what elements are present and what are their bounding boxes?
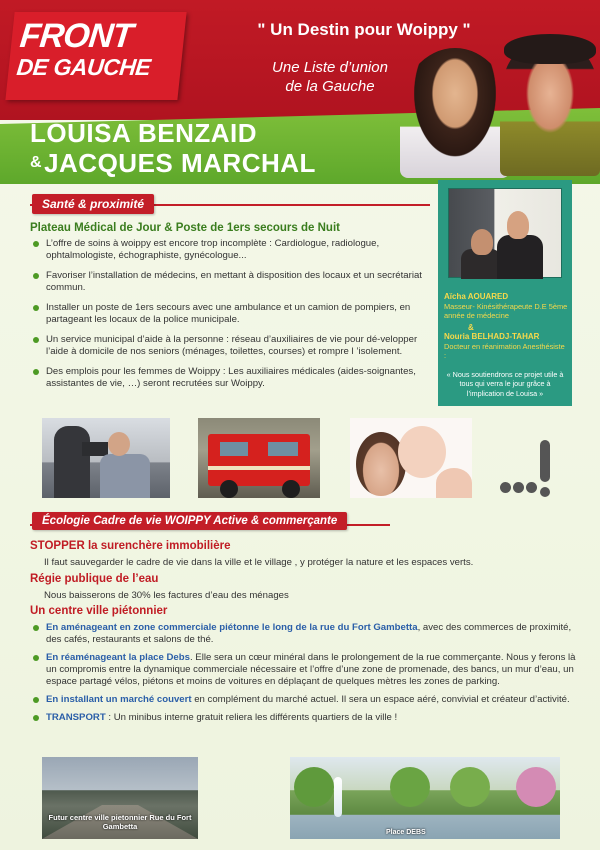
photo-mother-baby — [350, 418, 472, 498]
list-item-text: . Elle sera un cœur minéral dans le prolongement de la rue commerçante. Nous y ferons là un compromis entre la dynamique commerciale nécessaire et l’offre d’une zone de promenade, des bancs, un mur d’eau, un espace partagé vélos, piétons et moins de voitures en déplaçant de quelques mètres les zones de parking. — [46, 652, 576, 687]
sante-bullets — [32, 238, 422, 398]
subtitle-line1: Une Liste d’union — [272, 59, 388, 76]
regie-heading: Régie publique de l’eau — [30, 573, 159, 585]
photo-shape — [390, 767, 430, 807]
list-item — [32, 622, 577, 646]
list-item-text: , avec des commerces de proximité, des cafés, restaurants et salons de thé. — [46, 622, 572, 645]
list-item: L’offre de soins à woippy est encore trop incomplète : Cardiologue, radiologue, ophtalmologiste, échographiste, gynécologue... — [32, 238, 422, 262]
exclamation-dot — [540, 487, 550, 497]
dot — [526, 482, 537, 493]
list-item: Favoriser l’installation de médecins, en mettant à disposition des locaux et un secrétariat commun. — [32, 270, 422, 294]
list-item-lead: En aménageant en zone commerciale piétonne le long de la rue du Fort Gambetta — [46, 622, 418, 633]
photo-shape — [294, 767, 334, 807]
photo-shape — [108, 432, 130, 456]
testimonial-photo — [448, 188, 562, 278]
subtitle-line2: de la Gauche — [285, 78, 375, 95]
ampersand: & — [30, 154, 43, 171]
photo-shape — [436, 468, 472, 498]
stopper-text: Il faut sauvegarder le cadre de vie dans la ville et le village , y protéger la nature et les espaces verts. — [44, 557, 474, 568]
list-item-text: : Un minibus interne gratuit reliera les différents quartiers de la ville ! — [105, 712, 398, 723]
ecologie-bullets — [32, 622, 577, 730]
list-item-lead: En réaménageant la place Debs — [46, 652, 190, 663]
photo-shape — [398, 426, 446, 478]
person1-name: Aïcha AOUARED — [444, 292, 509, 301]
slogan: " Un Destin pour Woippy " — [257, 20, 471, 39]
section-tag-sante: Santé & proximité — [32, 194, 154, 214]
sante-heading: Plateau Médical de Jour & Poste de 1ers secours de Nuit — [30, 222, 340, 234]
list-item-text: en complément du marché actuel. Il sera un espace aéré, convivial et créateur d’activité. — [191, 694, 570, 705]
photo-shape — [100, 454, 150, 498]
photo-shape — [507, 211, 529, 239]
dot — [500, 482, 511, 493]
photo-shape — [54, 426, 90, 498]
photo-shape — [497, 235, 543, 279]
photo-shape — [220, 480, 238, 498]
testimonial-quote: « Nous soutiendrons ce projet utile à tous qui verra le jour grâce à l’implication de Louisa » — [446, 370, 564, 398]
dot — [513, 482, 524, 493]
list-item — [32, 652, 577, 688]
list-item-lead: En installant un marché couvert — [46, 694, 192, 705]
name-line1: LOUISA BENZAID — [30, 118, 258, 148]
candidate-names — [30, 118, 316, 178]
name-line2-wrap — [30, 148, 316, 178]
photo-shape — [471, 229, 493, 255]
list-item: Un service municipal d’aide à la personne : réseau d’auxiliaires de vie pour dé-velopper l’aide à domicile de nos seniors (ménages, toilettes, courses) et rompre l ’isolement. — [32, 334, 422, 358]
photo-shape — [268, 442, 298, 456]
testimonial-sidebar — [438, 180, 572, 406]
list-item: Installer un poste de 1ers secours avec une ambulance et un camion de pompiers, en partageant les locaux de la police municipale. — [32, 302, 422, 326]
photo-fire-truck — [198, 418, 320, 498]
front-de-gauche-logo — [5, 12, 186, 100]
photo-place-debs — [290, 757, 560, 839]
photo-ophthalmology — [42, 418, 170, 498]
photo-shape — [220, 442, 248, 456]
name-line2: JACQUES MARCHAL — [44, 148, 316, 178]
photo-shape — [282, 480, 300, 498]
ellipsis-dots-icon — [500, 430, 560, 500]
list-item: Des emplois pour les femmes de Woippy : Les auxiliaires médicales (aides-soignantes, assistantes de vie, …) seront recrutées sur Woippy. — [32, 366, 422, 390]
logo-line2: DE GAUCHE — [15, 54, 152, 80]
caption-place: Place DEBS — [386, 829, 426, 836]
photo-shape — [82, 442, 108, 456]
photo-shape — [450, 767, 490, 807]
stopper-heading: STOPPER la surenchère immobilière — [30, 540, 231, 552]
centre-heading: Un centre ville piétonnier — [30, 605, 168, 617]
regie-text: Nous baisserons de 30% les factures d’eau des ménages — [44, 590, 289, 601]
list-item-lead: TRANSPORT — [46, 712, 106, 723]
person2-name: Nouria BELHADJ-TAHAR — [444, 332, 540, 341]
person2-desc: Docteur en réanimation Anesthésiste : — [444, 342, 565, 360]
photo-shape — [516, 767, 556, 807]
sidebar-ampersand: & — [468, 323, 474, 332]
logo-line1: FRONT — [18, 17, 135, 55]
candidate-photo-woman — [400, 48, 510, 178]
list-item — [32, 694, 577, 706]
photo-street-pedestrian — [42, 757, 198, 839]
list-item — [32, 712, 577, 724]
photo-shape — [356, 432, 406, 496]
photo-shape — [208, 466, 310, 470]
section-tag-ecologie: Écologie Cadre de vie WOIPPY Active & commerçante — [32, 512, 347, 530]
hat-shape — [504, 34, 596, 64]
person1-desc: Masseur- Kinésithérapeute D.E 5ème année de médecine — [444, 302, 568, 320]
caption-street: Futur centre ville pietonnier Rue du Fort Gambetta — [48, 813, 192, 831]
photo-shape — [334, 777, 342, 817]
exclamation-icon — [540, 440, 550, 482]
